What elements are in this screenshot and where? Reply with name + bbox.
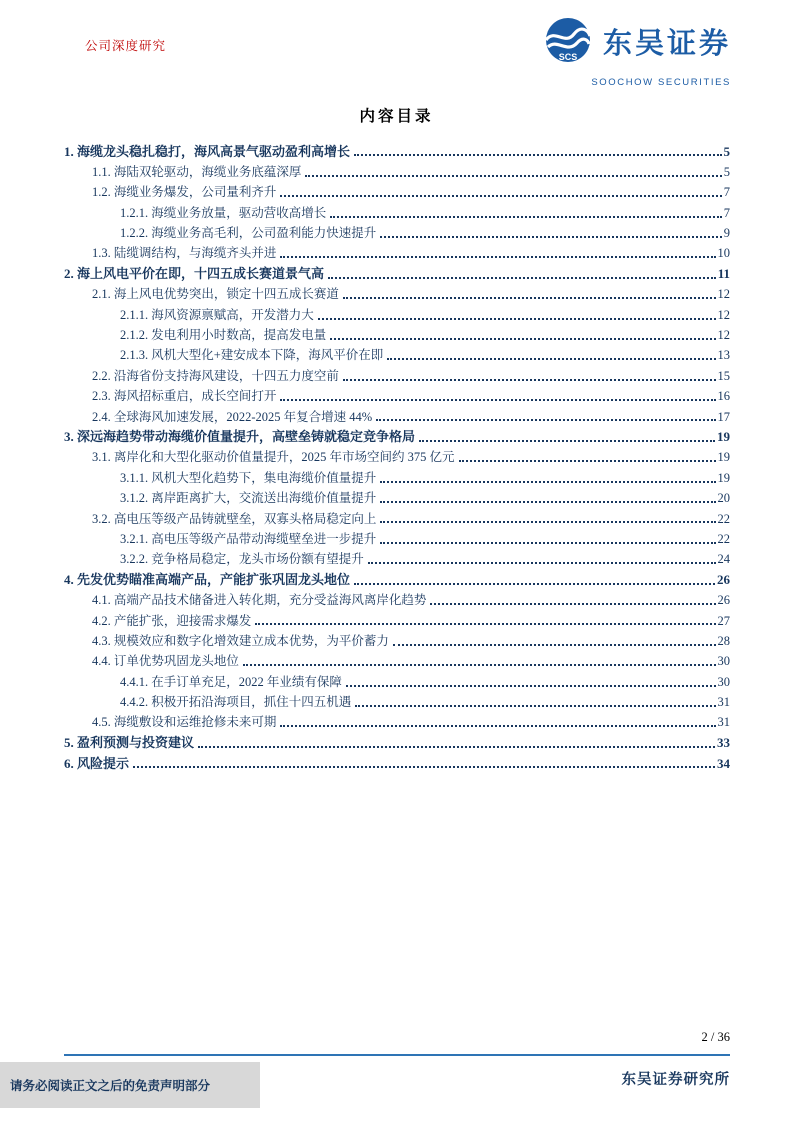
dot-leader (318, 318, 716, 320)
toc-entry[interactable] (64, 691, 730, 711)
toc-entry-title: 3.1.2. 离岸距离扩大，交流送出海缆价值量提升 (120, 491, 377, 506)
toc-entry[interactable] (64, 160, 730, 180)
disclaimer-box (0, 1062, 260, 1108)
dot-leader (380, 501, 715, 503)
toc-entry-page: 19 (717, 429, 730, 445)
toc-entry-title: 4.5. 海缆敷设和运维抢修未来可期 (92, 715, 277, 730)
toc-entry-page: 30 (717, 674, 730, 689)
toc-entry[interactable] (64, 670, 730, 690)
toc-entry-page: 10 (717, 246, 730, 261)
toc-entry-page: 24 (717, 552, 730, 567)
footer-divider-line (64, 1054, 730, 1056)
toc-entry[interactable] (64, 344, 730, 364)
dot-leader (343, 297, 716, 299)
dot-leader (430, 603, 715, 605)
dot-leader (376, 419, 715, 421)
toc-entry-title: 4.2. 产能扩张，迎接需求爆发 (92, 613, 252, 628)
toc-entry-title: 3.2.2. 竞争格局稳定，龙头市场份额有望提升 (120, 552, 364, 567)
toc-entry-page: 7 (723, 185, 730, 200)
toc-entry-title: 2.1. 海上风电优势突出，锁定十四五成长赛道 (92, 287, 339, 302)
toc-entry-title: 2.3. 海风招标重启，成长空间打开 (92, 389, 277, 404)
toc-entry[interactable] (64, 507, 730, 527)
toc-entry-title: 3.2.1. 高电压等级产品带动海缆壁垒进一步提升 (120, 531, 377, 546)
toc-entry-title: 4. 先发优势瞄准高端产品，产能扩张巩固龙头地位 (64, 572, 351, 588)
toc-entry-page: 22 (717, 531, 730, 546)
toc-entry-page: 7 (723, 205, 730, 220)
toc-entry-page: 20 (717, 491, 730, 506)
toc-entry[interactable] (64, 140, 730, 160)
toc-entry-page: 19 (717, 470, 730, 485)
soochow-securities-logo-icon (541, 16, 595, 73)
toc-entry-title: 2. 海上风电平价在即，十四五成长赛道景气高 (64, 266, 325, 282)
toc-entry[interactable] (64, 324, 730, 344)
dot-leader (243, 664, 716, 666)
toc-entry[interactable] (64, 262, 730, 282)
dot-leader (355, 705, 715, 707)
toc-entry-title: 1.2.1. 海缆业务放量，驱动营收高增长 (120, 205, 327, 220)
toc-entry[interactable] (64, 425, 730, 445)
dot-leader (330, 216, 721, 218)
toc-entry-title: 2.2. 沿海省份支持海风建设，十四五力度空前 (92, 368, 339, 383)
toc-entry[interactable] (64, 446, 730, 466)
toc-entry-title: 1. 海缆龙头稳扎稳打，海风高景气驱动盈利高增长 (64, 143, 351, 159)
toc-entry-page: 26 (717, 572, 730, 588)
toc-entry-title: 4.3. 规模效应和数字化增效建立成本优势，为平价蓄力 (92, 633, 389, 648)
dot-leader (368, 562, 716, 564)
dot-leader (380, 236, 721, 238)
dot-leader (305, 175, 721, 177)
brand-logo-block (541, 16, 731, 88)
research-institute-label: 东吴证券研究所 (621, 1072, 730, 1088)
dot-leader (346, 685, 716, 687)
toc-entry[interactable] (64, 364, 730, 384)
toc-entry-title: 3.1. 离岸化和大型化驱动价值量提升，2025 年市场空间约 375 亿元 (92, 450, 455, 465)
toc-entry[interactable] (64, 283, 730, 303)
toc-entry-title: 5. 盈利预测与投资建议 (64, 735, 195, 751)
toc-entry-title: 1.3. 陆缆调结构，与海缆齐头并进 (92, 246, 277, 261)
toc-entry-page: 15 (717, 368, 730, 383)
toc-entry-page: 12 (717, 287, 730, 302)
dot-leader (393, 644, 716, 646)
toc-title: 内容目录 (359, 108, 434, 125)
toc-entry-page: 13 (717, 348, 730, 363)
toc-entry-page: 5 (723, 164, 730, 179)
toc-entry-title: 4.1. 高端产品技术储备进入转化期，充分受益海风离岸化趋势 (92, 593, 427, 608)
dot-leader (419, 440, 715, 442)
toc-entry-page: 28 (717, 633, 730, 648)
page-number-indicator: 2 / 36 (701, 1030, 730, 1044)
toc-entry-page: 34 (717, 755, 730, 771)
toc-entry-page: 17 (717, 409, 730, 424)
toc-entry-page: 31 (717, 715, 730, 730)
toc-entry[interactable] (64, 548, 730, 568)
toc-entry-page: 31 (717, 695, 730, 710)
toc-entry[interactable] (64, 609, 730, 629)
toc-entry[interactable] (64, 303, 730, 323)
dot-leader (380, 542, 715, 544)
toc-entry[interactable] (64, 385, 730, 405)
toc-entry-page: 9 (723, 226, 730, 241)
toc-entry-title: 3.2. 高电压等级产品铸就壁垒，双寡头格局稳定向上 (92, 511, 377, 526)
toc-list (64, 140, 730, 772)
toc-entry-title: 1.2. 海缆业务爆发，公司量利齐升 (92, 185, 277, 200)
toc-entry-page: 5 (723, 143, 730, 159)
toc-entry-title: 3. 深远海趋势带动海缆价值量提升，高壁垒铸就稳定竞争格局 (64, 429, 416, 445)
toc-entry[interactable] (64, 629, 730, 649)
toc-entry[interactable] (64, 731, 730, 751)
disclaimer-text: 请务必阅读正文之后的免责声明部分 (10, 1079, 211, 1093)
dot-leader (459, 460, 716, 462)
toc-entry-title: 2.4. 全球海风加速发展，2022-2025 年复合增速 44% (92, 409, 373, 424)
brand-name-en: SOOCHOW SECURITIES (591, 77, 731, 88)
toc-entry-title: 2.1.3. 风机大型化+建安成本下降，海风平价在即 (120, 348, 384, 363)
dot-leader (133, 766, 715, 768)
dot-leader (328, 277, 716, 279)
toc-entry-title: 4.4.1. 在手订单充足，2022 年业绩有保障 (120, 674, 342, 689)
toc-entry[interactable] (64, 752, 730, 772)
toc-entry[interactable] (64, 405, 730, 425)
dot-leader (330, 338, 715, 340)
logo-scs-text: SCS (558, 52, 578, 62)
toc-entry[interactable] (64, 466, 730, 486)
dot-leader (380, 481, 715, 483)
dot-leader (280, 725, 715, 727)
dot-leader (280, 195, 721, 197)
toc-entry[interactable] (64, 527, 730, 547)
dot-leader (354, 583, 715, 585)
toc-entry-page: 26 (717, 593, 730, 608)
toc-entry-page: 12 (717, 307, 730, 322)
toc-entry-page: 27 (717, 613, 730, 628)
toc-entry-title: 3.1.1. 风机大型化趋势下，集电海缆价值量提升 (120, 470, 377, 485)
dot-leader (343, 379, 716, 381)
toc-entry[interactable] (64, 589, 730, 609)
dot-leader (354, 154, 721, 156)
brand-name-cn: 东吴证券 (602, 28, 731, 60)
toc-entry-page: 33 (717, 735, 730, 751)
toc-entry-page: 19 (717, 450, 730, 465)
toc-entry-page: 30 (717, 654, 730, 669)
dot-leader (280, 399, 715, 401)
toc-entry-title: 6. 风险提示 (64, 755, 130, 771)
dot-leader (380, 521, 715, 523)
toc-entry[interactable] (64, 201, 730, 221)
dot-leader (280, 256, 715, 258)
toc-entry[interactable] (64, 711, 730, 731)
report-category-label: 公司深度研究 (85, 39, 167, 53)
toc-entry-page: 22 (717, 511, 730, 526)
toc-entry[interactable] (64, 242, 730, 262)
toc-entry[interactable] (64, 181, 730, 201)
toc-entry[interactable] (64, 568, 730, 588)
toc-entry-title: 4.4.2. 积极开拓沿海项目，抓住十四五机遇 (120, 695, 352, 710)
toc-entry-title: 2.1.1. 海风资源禀赋高，开发潜力大 (120, 307, 314, 322)
toc-entry[interactable] (64, 650, 730, 670)
dot-leader (198, 746, 715, 748)
toc-entry[interactable] (64, 222, 730, 242)
toc-entry[interactable] (64, 487, 730, 507)
toc-entry-page: 12 (717, 328, 730, 343)
toc-entry-page: 11 (717, 266, 730, 282)
toc-entry-title: 4.4. 订单优势巩固龙头地位 (92, 654, 239, 669)
toc-entry-title: 1.1. 海陆双轮驱动，海缆业务底蕴深厚 (92, 164, 302, 179)
dot-leader (255, 623, 715, 625)
toc-entry-title: 1.2.2. 海缆业务高毛利，公司盈利能力快速提升 (120, 226, 377, 241)
toc-entry-page: 16 (717, 389, 730, 404)
toc-entry-title: 2.1.2. 发电利用小时数高，提高发电量 (120, 328, 327, 343)
dot-leader (387, 358, 715, 360)
